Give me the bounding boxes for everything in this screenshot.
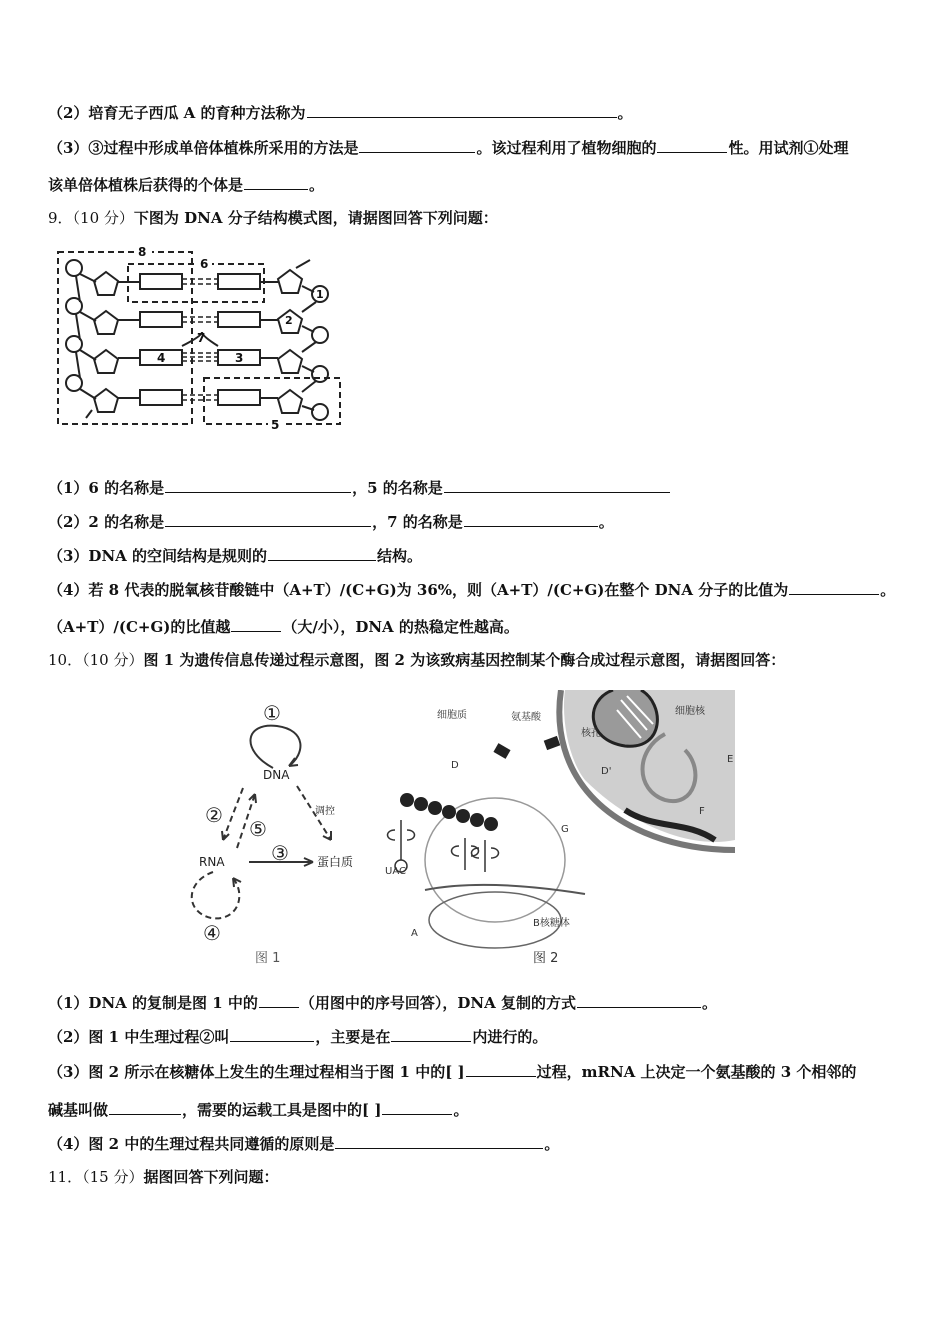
- q9-sub1-text-b: ，5 的名称是: [352, 479, 443, 497]
- q8-part3: [48, 136, 848, 158]
- label-7: 7: [197, 331, 206, 345]
- q9-sub4-text: （4）若 8 代表的脱氧核苷酸链中（A+T）/(C+G)为 36%，则（A+T）/(C+G)在整个 DNA 分子的比值为: [48, 581, 789, 599]
- q8-part3-text: （3）③过程中形成单倍体植株所采用的方法是: [48, 139, 359, 157]
- cytoplasm-label: 细胞质: [437, 710, 467, 721]
- q10-sub3-text-c: 碱基叫做: [48, 1101, 109, 1119]
- process-5-label: ⑤: [249, 817, 267, 841]
- q9-sub4: [48, 578, 895, 600]
- answer-blank[interactable]: [165, 476, 351, 493]
- answer-blank[interactable]: [444, 476, 670, 493]
- q11-header: [48, 1167, 278, 1187]
- figure-2-caption: 图 2: [533, 951, 559, 966]
- q9-header: [48, 208, 498, 228]
- q10-sub3: [48, 1060, 856, 1082]
- q10-sub1-end: 。: [702, 994, 718, 1012]
- answer-blank[interactable]: [657, 136, 727, 153]
- q8-part2-text: （2）培育无子西瓜 A 的育种方法称为: [48, 104, 306, 122]
- answer-blank[interactable]: [335, 1132, 543, 1149]
- answer-blank[interactable]: [464, 510, 598, 527]
- figure-2-translation: [385, 690, 735, 970]
- q10-sub3-cont: [48, 1098, 468, 1120]
- q10-sub3-text-b: 过程，mRNA 上决定一个氨基酸的 3 个相邻的: [536, 1063, 857, 1081]
- rna-node: RNA: [199, 855, 225, 869]
- answer-blank[interactable]: [231, 615, 281, 632]
- q9-sub5-text-b: （大/小），DNA 的热稳定性越高。: [282, 618, 519, 636]
- answer-blank[interactable]: [165, 510, 371, 527]
- label-5: 5: [271, 418, 280, 432]
- q10-sub1-text-b: （用图中的序号回答），DNA 复制的方式: [299, 994, 576, 1012]
- q10-sub2-text-b: ，主要是在: [315, 1028, 391, 1046]
- q8-part3-text-c: 性。用试剂①处理: [728, 139, 849, 157]
- q8-part2: [48, 101, 633, 123]
- amino-acid-label: 氨基酸: [511, 712, 541, 723]
- question-number: 10．（10 分）: [48, 651, 144, 669]
- q10-sub3-text: （3）图 2 所示在核糖体上发生的生理过程相当于图 1 中的[ ]: [48, 1063, 465, 1081]
- label-g: G: [561, 824, 569, 835]
- label-f: F: [699, 806, 705, 817]
- label-1: 1: [316, 288, 324, 301]
- answer-blank[interactable]: [244, 173, 308, 190]
- q9-sub2-text-b: ，7 的名称是: [372, 513, 463, 531]
- q10-sub1-text: （1）DNA 的复制是图 1 中的: [48, 994, 258, 1012]
- process-1-label: ①: [263, 701, 281, 725]
- answer-blank[interactable]: [577, 991, 701, 1008]
- regulation-label: 调控: [315, 806, 335, 817]
- label-e: E: [727, 754, 734, 765]
- q10-sub1: [48, 991, 717, 1013]
- label-2: 2: [285, 314, 293, 327]
- process-4-label: ④: [203, 921, 221, 945]
- question-text: 图 1 为遗传信息传递过程示意图，图 2 为该致病基因控制某个酶合成过程示意图，请据图回答：: [143, 651, 786, 669]
- ribosome-label: B核糖体: [533, 918, 570, 929]
- answer-blank[interactable]: [268, 544, 376, 561]
- box-6: [128, 264, 264, 302]
- q9-sub3-text-b: 结构。: [377, 547, 423, 565]
- q9-sub2-text: （2）2 的名称是: [48, 513, 165, 531]
- q10-header: [48, 650, 785, 670]
- answer-blank[interactable]: [307, 101, 617, 118]
- q10-sub2: [48, 1025, 547, 1047]
- q9-sub3: [48, 544, 422, 566]
- nuclear-pore-label: 核孔: [581, 728, 601, 739]
- label-a: A: [411, 928, 418, 939]
- q9-sub2-end: 。: [598, 513, 614, 531]
- q9-sub4-end: 。: [880, 581, 896, 599]
- anticodon-label: UAC: [385, 866, 406, 877]
- label-3: 3: [235, 351, 244, 365]
- label-6: 6: [200, 257, 209, 271]
- process-3-label: ③: [271, 841, 289, 865]
- answer-blank[interactable]: [382, 1098, 452, 1115]
- q9-sub1-text: （1）6 的名称是: [48, 479, 165, 497]
- protein-node: 蛋白质: [317, 855, 354, 869]
- label-8: 8: [138, 245, 147, 259]
- q10-sub4-end: 。: [544, 1135, 560, 1153]
- q10-sub2-text: （2）图 1 中生理过程②叫: [48, 1028, 230, 1046]
- q9-sub5: [48, 615, 519, 637]
- q8-part2-end: 。: [617, 104, 633, 122]
- q8-part3-cont: [48, 173, 324, 195]
- label-4: 4: [157, 351, 166, 365]
- question-number: 11．（15 分）: [48, 1168, 144, 1186]
- q10-sub4: [48, 1132, 559, 1154]
- process-2-label: ②: [205, 803, 223, 827]
- answer-blank[interactable]: [259, 991, 299, 1008]
- q9-sub2: [48, 510, 614, 532]
- q9-sub1: [48, 476, 671, 498]
- question-text: 下图为 DNA 分子结构模式图，请据图回答下列问题：: [133, 209, 498, 227]
- figure-1-central-dogma: [185, 690, 385, 970]
- answer-blank[interactable]: [109, 1098, 181, 1115]
- q8-part3-text-d: 该单倍体植株后获得的个体是: [48, 176, 244, 194]
- q10-sub2-text-c: 内进行的。: [472, 1028, 548, 1046]
- q8-part3-text-b: 。该过程利用了植物细胞的: [476, 139, 657, 157]
- answer-blank[interactable]: [466, 1060, 536, 1077]
- q10-sub4-text: （4）图 2 中的生理过程共同遵循的原则是: [48, 1135, 335, 1153]
- dna-structure-diagram: [52, 238, 348, 434]
- dna-node: DNA: [263, 768, 290, 782]
- figure-1-caption: 图 1: [255, 951, 281, 966]
- q8-part3-end: 。: [309, 176, 325, 194]
- label-d-prime: D': [601, 766, 612, 777]
- answer-blank[interactable]: [789, 578, 879, 595]
- answer-blank[interactable]: [230, 1025, 314, 1042]
- q10-sub3-text-d: ，需要的运载工具是图中的[ ]: [182, 1101, 382, 1119]
- q10-sub3-end: 。: [453, 1101, 469, 1119]
- label-d: D: [451, 760, 459, 771]
- question-text: 据图回答下列问题：: [143, 1168, 279, 1186]
- question-number: 9．（10 分）: [48, 209, 134, 227]
- nucleus-label: 细胞核: [675, 706, 705, 717]
- answer-blank[interactable]: [391, 1025, 471, 1042]
- q9-sub3-text: （3）DNA 的空间结构是规则的: [48, 547, 268, 565]
- answer-blank[interactable]: [359, 136, 475, 153]
- q9-sub5-text: （A+T）/(C+G)的比值越: [48, 618, 231, 636]
